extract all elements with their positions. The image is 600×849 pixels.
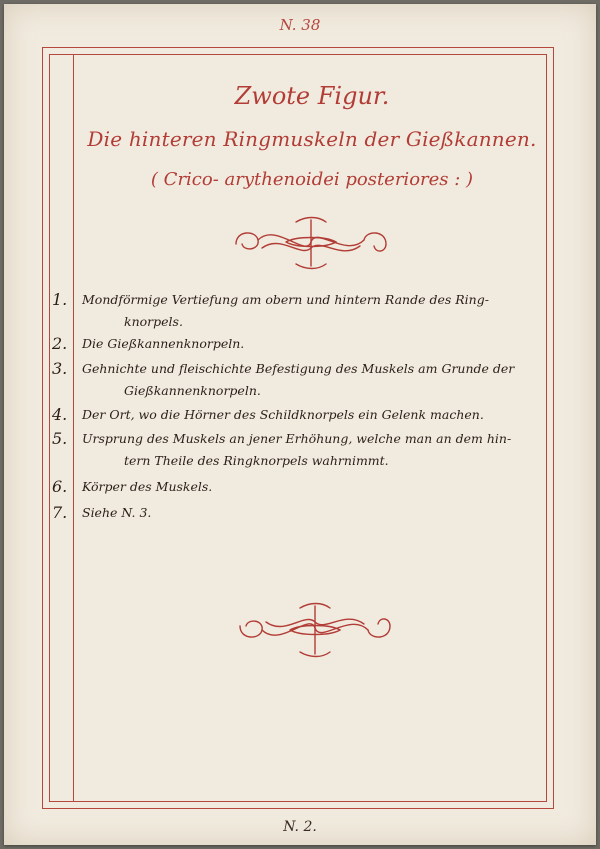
item-number: 7.: [52, 503, 68, 522]
item-text-continued: knorpels.: [124, 314, 183, 329]
item-number: 5.: [52, 429, 68, 448]
legend-list: [52, 289, 548, 526]
bottom-flourish-ornament: [230, 602, 400, 660]
latin-name: ( Crico- arythenoidei posteriores : ): [150, 169, 474, 190]
list-item: [52, 333, 548, 358]
list-item: [52, 358, 548, 404]
page-number: N. 2.: [283, 819, 317, 835]
folio-number: N. 38: [279, 16, 321, 34]
item-number: 4.: [52, 405, 68, 424]
item-text-continued: Gießkannenknorpeln.: [124, 383, 261, 398]
item-text: Mondförmige Vertiefung am obern und hintern Rande des Ring-: [82, 292, 489, 307]
item-number: 3.: [52, 359, 68, 378]
top-flourish-ornament: [226, 212, 396, 272]
manuscript-page: [4, 4, 596, 845]
list-item: [52, 428, 548, 476]
item-text-continued: tern Theile des Ringknorpels wahrnimmt.: [124, 453, 389, 468]
figure-title: Zwote Figur.: [234, 82, 390, 110]
list-item: [52, 289, 548, 333]
item-text: Der Ort, wo die Hörner des Schildknorpels ein Gelenk machen.: [82, 407, 484, 422]
list-item: [52, 404, 548, 428]
item-number: 6.: [52, 477, 68, 496]
item-text: Körper des Muskels.: [82, 479, 213, 494]
figure-subtitle: Die hinteren Ringmuskeln der Gießkannen.: [87, 127, 537, 151]
item-text: Gehnichte und fleischichte Befestigung des Muskels am Grunde der: [82, 361, 515, 376]
item-text: Siehe N. 3.: [82, 505, 152, 520]
item-number: 2.: [52, 334, 68, 353]
item-text: Ursprung des Muskels an jener Erhöhung, welche man an dem hin-: [82, 431, 512, 446]
list-item: [52, 476, 548, 502]
item-text: Die Gießkannenknorpeln.: [82, 336, 245, 351]
item-number: 1.: [52, 290, 68, 309]
list-item: [52, 502, 548, 526]
